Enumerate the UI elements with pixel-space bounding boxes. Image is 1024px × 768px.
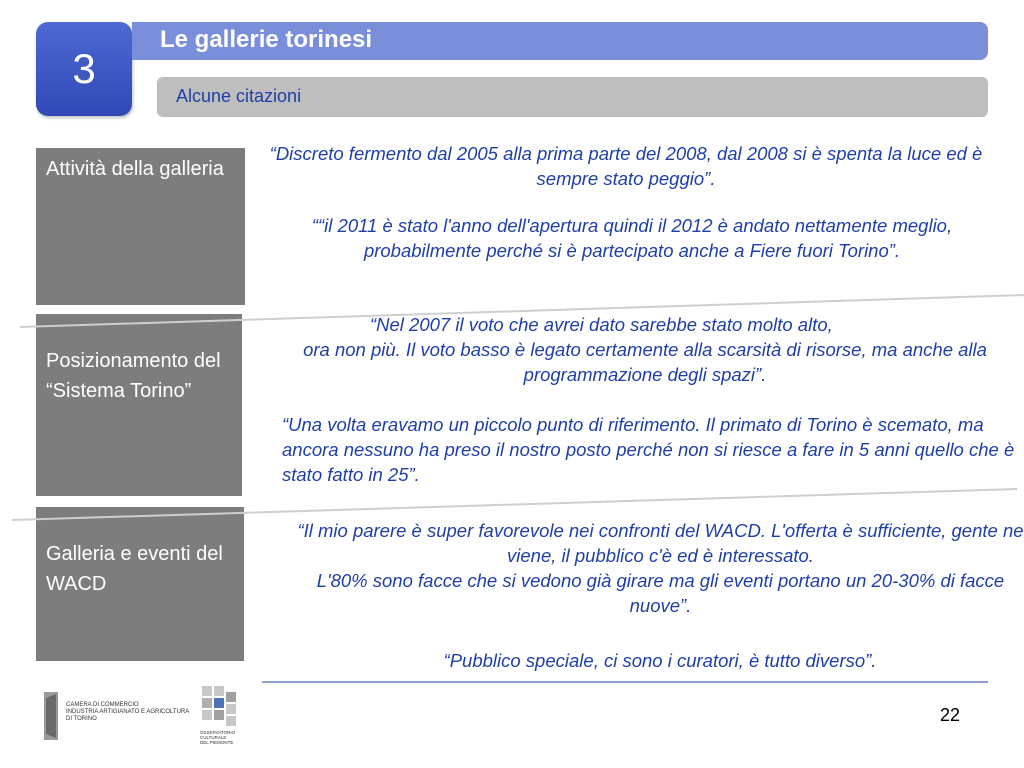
logo1-line-3: DI TORINO	[66, 716, 97, 722]
page-subtitle: Alcune citazioni	[176, 86, 302, 106]
logo1-line-2: INDUSTRIA ARTIGIANATO E AGRICOLTURA	[66, 709, 190, 715]
category-label: Posizionamento del “Sistema Torino”	[46, 350, 221, 402]
quote-5-line-1: “Il mio parere è super favorevole nei confronti del WACD. L'offerta è sufficiente, gente ne viene, il pubblico c'è ed è interessato.	[297, 520, 1024, 566]
category-label: Galleria e eventi del WACD	[46, 543, 223, 595]
camera-commercio-logo	[40, 684, 260, 748]
logo2-line-2: CULTURALE	[200, 735, 227, 740]
quote-3-line-2: ora non più. Il voto basso è legato certamente alla scarsità di risorse, ma anche alla programmazione degli spazi”.	[303, 339, 987, 385]
section-number: 3	[72, 45, 96, 92]
page-number: 22	[939, 705, 961, 725]
page-title: Le gallerie torinesi	[160, 26, 373, 53]
logo2-line-3: DEL PIEMONTE	[200, 740, 234, 745]
quote-2: ““il 2011 è stato l'anno dell'apertura quindi il 2012 è andato nettamente meglio, probabilmente perché si è partecipato anche a Fiere fuori Torino”.	[311, 215, 953, 261]
logo2-line-1: OSSERVATORIO	[200, 730, 236, 735]
footer-logos	[40, 684, 260, 748]
osservatorio-logo-icon	[202, 686, 236, 726]
category-label: Attività della galleria	[46, 158, 224, 180]
quote-3	[285, 312, 1005, 387]
quote-6: “Pubblico speciale, ci sono i curatori, è tutto diverso”.	[443, 650, 877, 671]
quote-5-line-2: L'80% sono facce che si vedono già girare ma gli eventi portano un 20-30% di facce nuove”.	[316, 570, 1005, 616]
quote-4: “Una volta eravamo un piccolo punto di riferimento. Il primato di Torino è scemato, ma ancora nessuno ha preso il nostro posto perché non si riesce a fare in 5 anni quello che è stato fatto in 25”.	[282, 414, 1015, 485]
quote-1: “Discreto fermento dal 2005 alla prima parte del 2008, dal 2008 si è spenta la luce ed è sempre stato peggio”.	[269, 143, 983, 189]
divider-line-2	[12, 489, 1017, 520]
quote-3-line-1: “Nel 2007 il voto che avrei dato sarebbe stato molto alto,	[370, 314, 833, 335]
logo1-line-1: CAMERA DI COMMERCIO	[66, 702, 139, 708]
quote-5	[297, 518, 1024, 618]
